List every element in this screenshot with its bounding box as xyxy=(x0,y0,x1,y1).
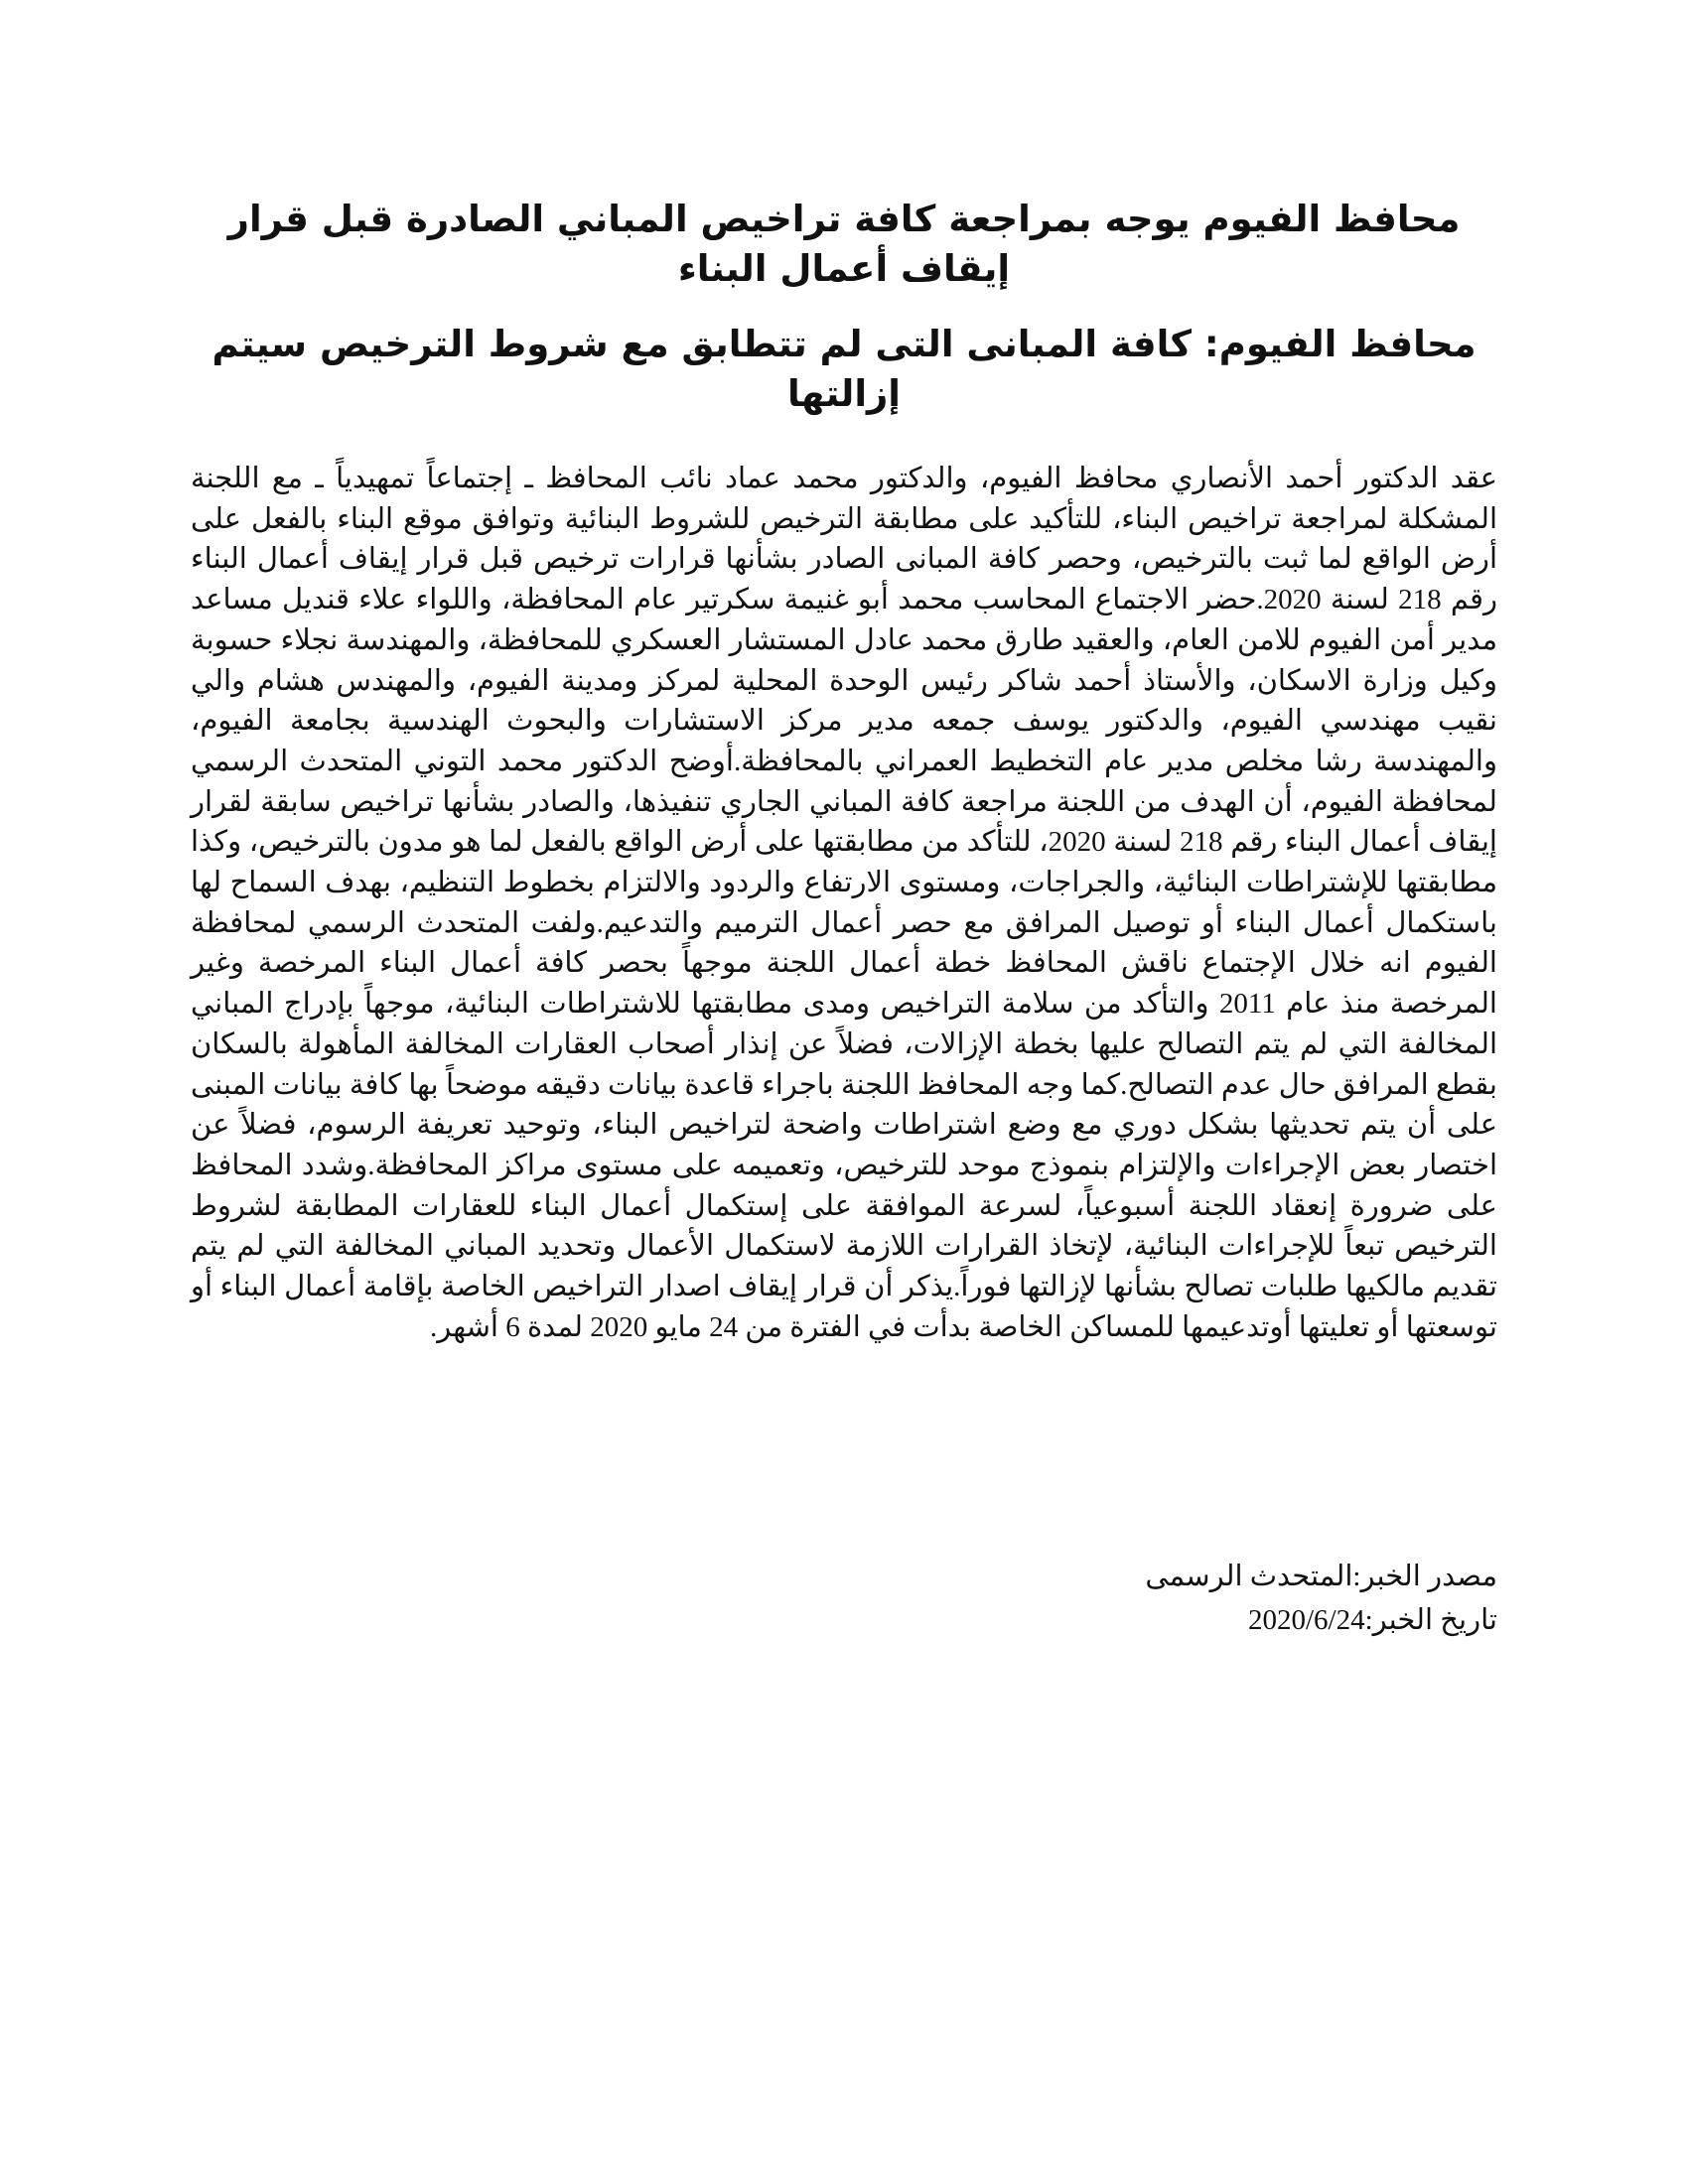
article-subtitle: محافظ الفيوم: كافة المبانى التى لم تتطابق مع شروط الترخيص سيتم إزالتها xyxy=(211,323,1477,415)
news-date: تاريخ الخبر:2020/6/24 xyxy=(1248,1604,1497,1636)
article-title: محافظ الفيوم يوجه بمراجعة كافة تراخيص المباني الصادرة قبل قرار إيقاف أعمال البناء xyxy=(227,198,1461,290)
article-body: عقد الدكتور أحمد الأنصاري محافظ الفيوم، والدكتور محمد عماد نائب المحافظ ـ إجتماعاً تمهيدياً ـ مع اللجنة المشكلة لمراجعة تراخيص البناء، للتأكيد على مطابقة الترخيص للشروط البنائية وتوافق موقع البناء بالفعل على أرض الواقع لما ثبت بالترخيص، وحصر كافة المبانى الصادر بشأنها قرارات ترخيص قبل قرار إيقاف أعمال البناء رقم 218 لسنة 2020.حضر الاجتماع المحاسب محمد أبو غنيمة سكرتير عام المحافظة، واللواء علاء قنديل مساعد مدير أمن الفيوم للامن العام، والعقيد طارق محمد عادل المستشار العسكري للمحافظة، والمهندسة نجلاء حسوبة وكيل وزارة الاسكان، والأستاذ أحمد شاكر رئيس الوحدة المحلية لمركز ومدينة الفيوم، والمهندس هشام والي نقيب مهندسي الفيوم، والدكتور يوسف جمعه مدير مركز الاستشارات والبحوث الهندسية بجامعة الفيوم، والمهندسة رشا مخلص مدير عام التخطيط العمراني بالمحافظة.أوضح الدكتور محمد التوني المتحدث الرسمي لمحافظة الفيوم، أن الهدف من اللجنة مراجعة كافة المباني الجاري تنفيذها، والصادر بشأنها تراخيص سابقة لقرار إيقاف أعمال البناء رقم 218 لسنة 2020، للتأكد من مطابقتها على أرض الواقع بالفعل لما هو مدون بالترخيص، وكذا مطابقتها للإشتراطات البنائية، والجراجات، ومستوى الارتفاع والردود والالتزام بخطوط التنظيم، بهدف السماح لها باستكمال أعمال البناء أو توصيل المرافق مع حصر أعمال الترميم والتدعيم.ولفت المتحدث الرسمي لمحافظة الفيوم انه خلال الإجتماع ناقش المحافظ خطة أعمال اللجنة موجهاً بحصر كافة أعمال البناء المرخصة وغير المرخصة منذ عام 2011 والتأكد من سلامة التراخيص ومدى مطابقتها للاشتراطات البنائية، موجهاً بإدراج المباني المخالفة التي لم يتم التصالح عليها بخطة الإزالات، فضلاً عن إنذار أصحاب العقارات المخالفة المأهولة بالسكان بقطع المرافق حال عدم التصالح.كما وجه المحافظ اللجنة باجراء قاعدة بيانات دقيقه موضحاً بها كافة بيانات المبنى على أن يتم تحديثها بشكل دوري مع وضع اشتراطات واضحة لتراخيص البناء، وتوحيد تعريفة الرسوم، فضلاً عن اختصار بعض الإجراءات والإلتزام بنموذج موحد للترخيص، وتعميمه على مستوى مراكز المحافظة.وشدد المحافظ على ضرورة إنعقاد اللجنة أسبوعياً، لسرعة الموافقة على إستكمال أعمال البناء للعقارات المطابقة لشروط الترخيص تبعاً للإجراءات البنائية، لإتخاذ القرارات اللازمة لاستكمال الأعمال وتحديد المباني المخالفة التي لم يتم تقديم مالكيها طلبات تصالح بشأنها لإزالتها فوراً.يذكر أن قرار إيقاف اصدار التراخيص الخاصة بإقامة أعمال البناء أو توسعتها أو تعليتها أوتدعيمها للمساكن الخاصة بدأت في الفترة من 24 مايو 2020 لمدة 6 أشهر. xyxy=(191,463,1497,1343)
news-source: مصدر الخبر:المتحدث الرسمى xyxy=(1145,1561,1497,1592)
